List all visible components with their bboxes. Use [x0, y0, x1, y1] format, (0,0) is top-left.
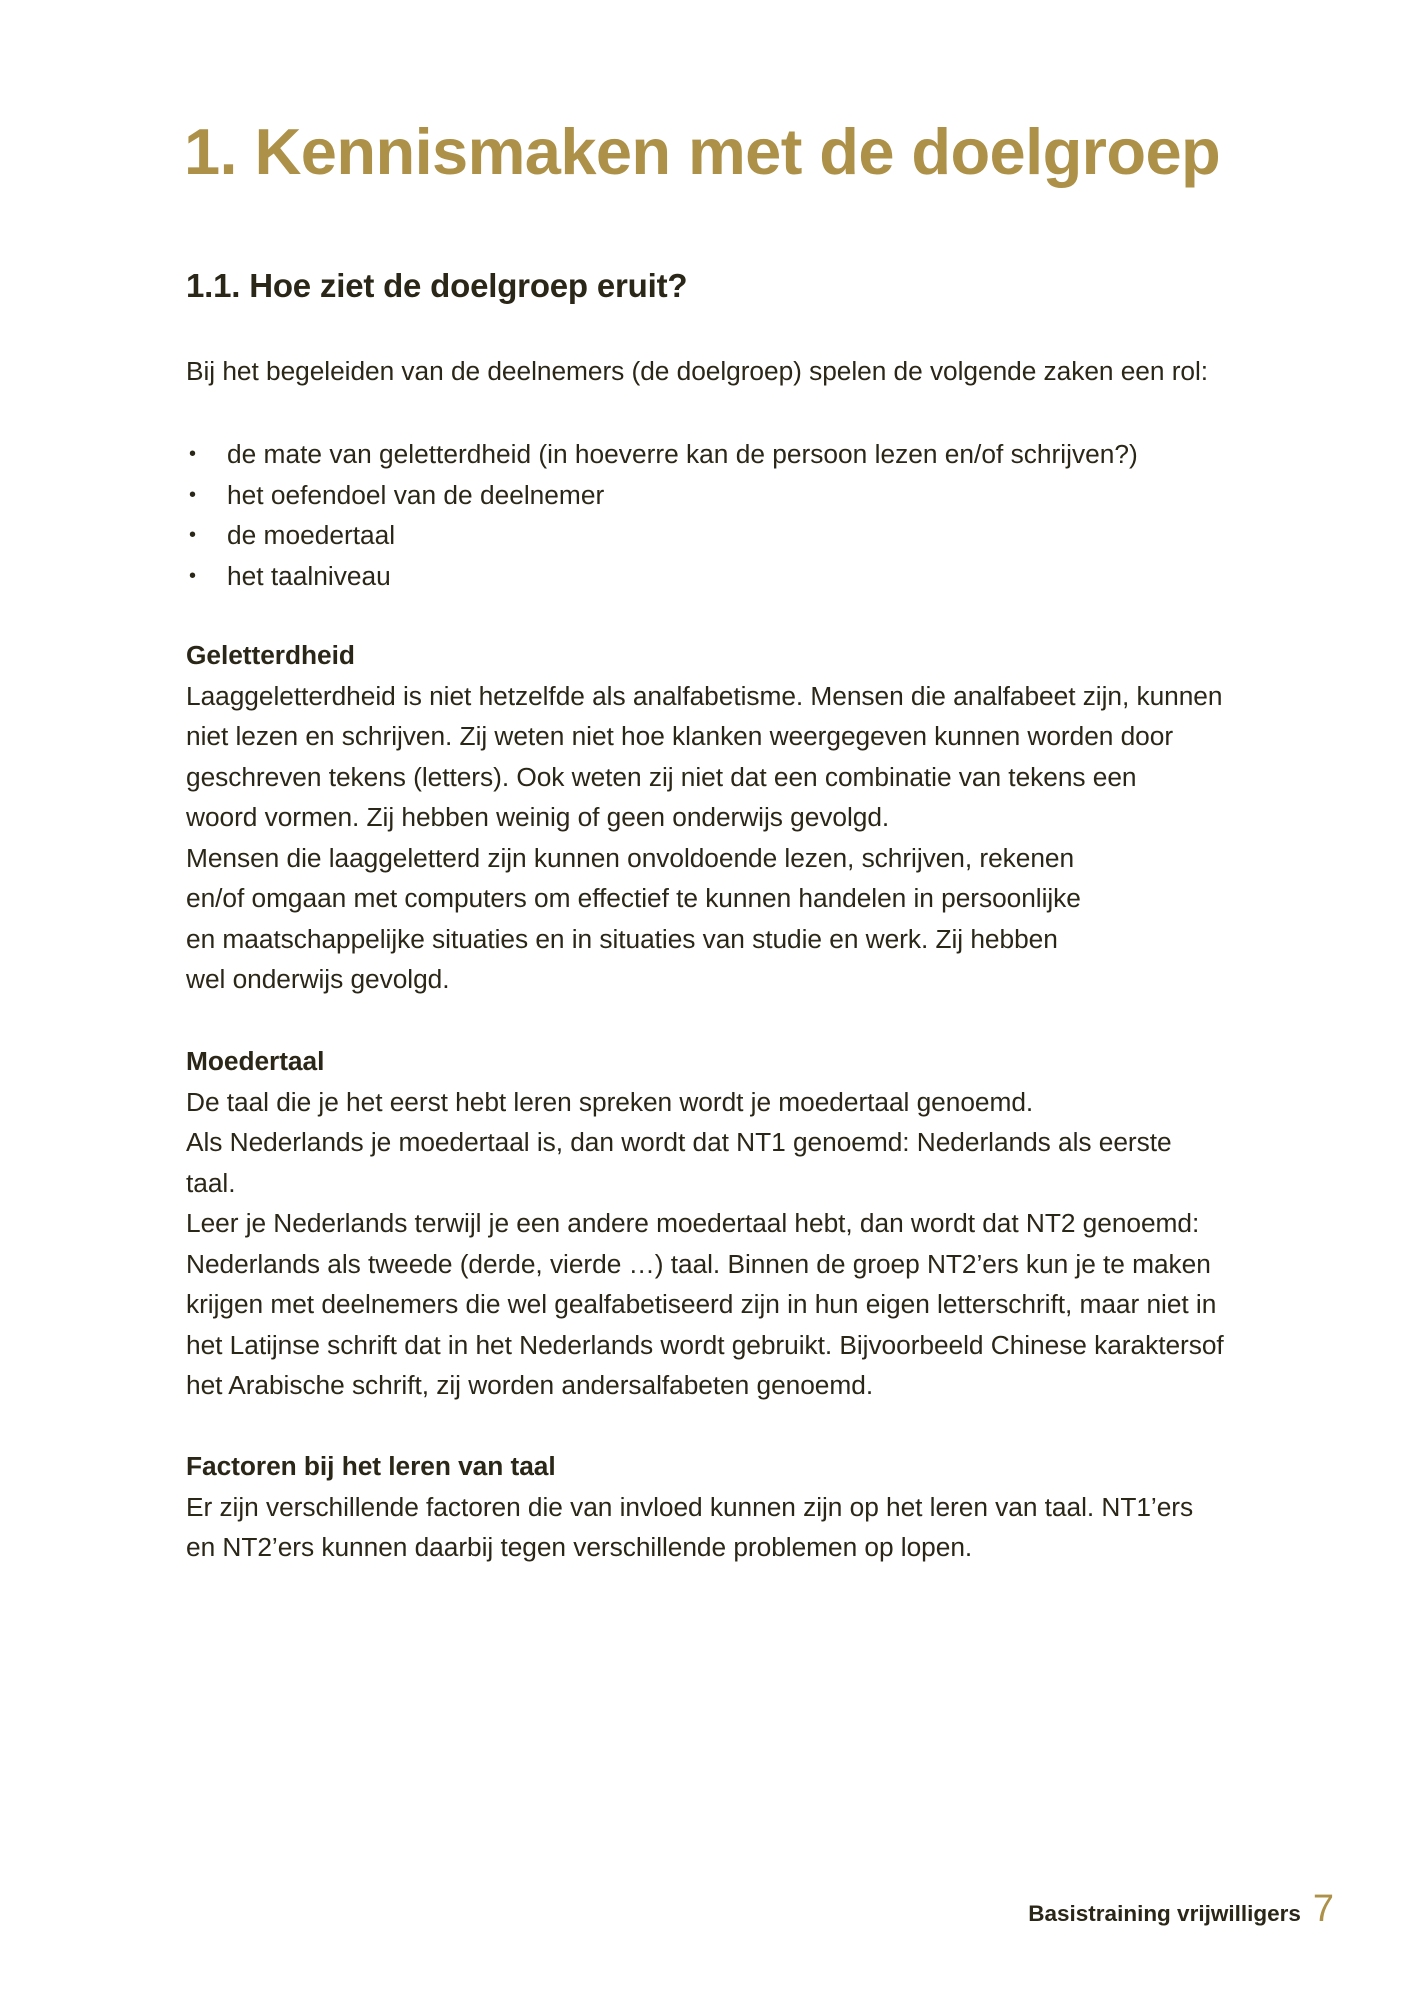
section-heading: 1.1. Hoe ziet de doelgroep eruit?: [186, 267, 688, 304]
paragraph-line: en maatschappelijke situaties en in situaties van studie en werk. Zij hebben: [186, 923, 1058, 954]
subsection-heading: Moedertaal: [186, 1046, 325, 1076]
page-footer: [1028, 1888, 1334, 1931]
subsection-heading: Factoren bij het leren van taal: [186, 1451, 556, 1481]
section-geletterdheid: [186, 635, 1222, 1000]
bullet-icon: •: [189, 524, 197, 547]
footer-label: Basistraining vrijwilligers: [1028, 1901, 1301, 1926]
chapter-title: 1. Kennismaken met de doelgroep: [184, 115, 1221, 188]
paragraph-line: taal.: [186, 1167, 236, 1198]
paragraph-line: Als Nederlands je moedertaal is, dan wordt dat NT1 genoemd: Nederlands als eerste: [186, 1127, 1172, 1158]
paragraph-line: Er zijn verschillende factoren die van invloed kunnen zijn op het leren van taal. NT1’ers: [186, 1491, 1194, 1522]
bullet-icon: •: [189, 483, 197, 506]
bullet-icon: •: [189, 564, 197, 587]
paragraph-line: De taal die je het eerst hebt leren spreken wordt je moedertaal genoemd.: [186, 1086, 1034, 1117]
bullet-list: [186, 434, 1138, 596]
paragraph-line: het Latijnse schrift dat in het Nederlands wordt gebruikt. Bijvoorbeeld Chinese karaktersof: [186, 1329, 1224, 1360]
intro-paragraph: [186, 351, 1208, 392]
paragraph-line: het Arabische schrift, zij worden andersalfabeten genoemd.: [186, 1370, 874, 1401]
list-item-text: de mate van geletterdheid (in hoeverre kan de persoon lezen en/of schrijven?): [227, 439, 1138, 469]
section-moedertaal: [186, 1041, 1224, 1406]
paragraph-line: krijgen met deelnemers die wel gealfabetiseerd zijn in hun eigen letterschrift, maar niet in: [186, 1289, 1217, 1320]
paragraph-line: Laaggeletterdheid is niet hetzelfde als analfabetisme. Mensen die analfabeet zijn, kunnen: [186, 680, 1223, 711]
list-item: [186, 434, 1138, 475]
list-item-text: de moedertaal: [227, 520, 396, 551]
list-item: [186, 515, 1138, 556]
list-item: [186, 556, 1138, 597]
subsection-heading: Geletterdheid: [186, 640, 355, 670]
list-item-text: het taalniveau: [227, 560, 391, 591]
paragraph-line: niet lezen en schrijven. Zij weten niet hoe klanken weergegeven kunnen worden door: [186, 721, 1174, 752]
paragraph-line: wel onderwijs gevolgd.: [186, 964, 450, 995]
paragraph-line: en/of omgaan met computers om effectief te kunnen handelen in persoonlijke: [186, 883, 1081, 914]
paragraph-line: woord vormen. Zij hebben weinig of geen onderwijs gevolgd.: [186, 802, 890, 833]
paragraph-line: Leer je Nederlands terwijl je een andere moedertaal hebt, dan wordt dat NT2 genoemd:: [186, 1208, 1200, 1239]
bullet-icon: •: [189, 443, 197, 465]
intro-text: Bij het begeleiden van de deelnemers (de doelgroep) spelen de volgende zaken een rol:: [186, 356, 1209, 386]
page-number: 7: [1312, 1888, 1334, 1930]
list-item: [186, 475, 1138, 516]
paragraph-line: Mensen die laaggeletterd zijn kunnen onvoldoende lezen, schrijven, rekenen: [186, 842, 1075, 873]
paragraph-line: geschreven tekens (letters). Ook weten zij niet dat een combinatie van tekens een: [186, 761, 1137, 792]
list-item-text: het oefendoel van de deelnemer: [227, 479, 605, 510]
paragraph-line: Nederlands als tweede (derde, vierde …) taal. Binnen de groep NT2’ers kun je te maken: [186, 1248, 1211, 1279]
section-factoren: [186, 1446, 1193, 1568]
paragraph-line: en NT2’ers kunnen daarbij tegen verschillende problemen op lopen.: [186, 1532, 973, 1563]
